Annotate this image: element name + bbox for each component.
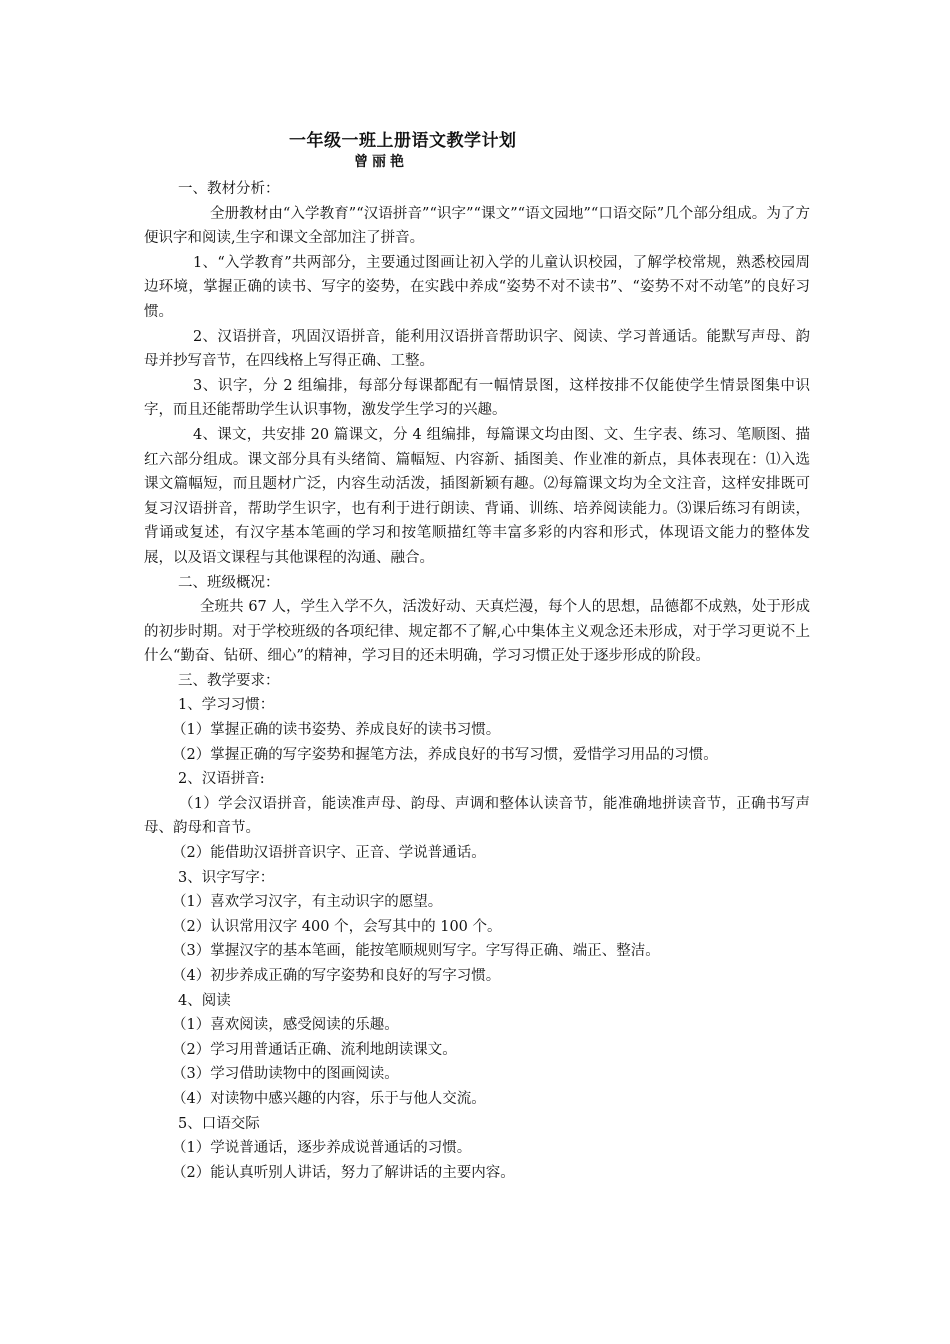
list-item: （2）认识常用汉字 400 个，会写其中的 100 个。 [172,918,502,935]
list-item: （3）掌握汉字的基本笔画，能按笔顺规则写字。字写得正确、端正、整洁。 [172,943,660,960]
list-item: （1）喜欢学习汉字，有主动识字的愿望。 [172,894,443,911]
list-item: （1）学说普通话，逐步养成说普通话的习惯。 [172,1140,472,1157]
subheading-study-habits: 1、学习习惯： [178,697,275,714]
document-body [144,177,810,1185]
list-item: （2）能借助汉语拼音识字、正音、学说普通话。 [172,845,486,862]
list-item: （4）对读物中感兴趣的内容，乐于与他人交流。 [172,1090,486,1107]
document-title: 一年级一班上册语文教学计划 [289,131,517,151]
paragraph-literacy: 3、识字，分 2 组编排，每部分每课都配有一幅情景图，这样按排不仅能使学生情景图集中识字，而且还能帮助学生认识事物，激发学生学习的兴趣。 [144,377,810,419]
list-item: （1）学会汉语拼音，能读准声母、韵母、声调和整体认读音节，能准确地拼读音节，正确书写声母、韵母和音节。 [144,795,810,837]
subheading-reading: 4、阅读 [178,992,231,1009]
subheading-oral-communication: 5、口语交际 [178,1115,260,1132]
paragraph-class-overview: 全班共 67 人，学生入学不久，活泼好动、天真烂漫，每个人的思想，品德都不成熟，处于形成的初步时期。对于学校班级的各项纪律、规定都不了解,心中集体主义观念还未形成，对于学习更说不上什么“勤奋、钻研、细心”的精神，学习目的还未明确，学习习惯正处于逐步形成的阶段。 [144,599,810,665]
list-item: （2）掌握正确的写字姿势和握笔方法，养成良好的书写习惯，爱惜学习用品的习惯。 [172,746,718,763]
paragraph-pinyin: 2、汉语拼音，巩固汉语拼音，能利用汉语拼音帮助识字、阅读、学习普通话。能默写声母、韵母并抄写音节，在四线格上写得正确、工整。 [144,328,810,370]
list-item: （2）能认真听别人讲话，努力了解讲话的主要内容。 [172,1164,515,1181]
list-item: （1）掌握正确的读书姿势、养成良好的读书习惯。 [172,722,501,739]
paragraph-texts: 4、课文，共安排 20 篇课文，分 4 组编排，每篇课文均由图、文、生字表、练习、笔顺图、描红六部分组成。课文部分具有头绪简、篇幅短、内容新、插图美、作业准的新点，具体表现在：⑴入选课文篇幅短，而且题材广泛，内容生动活泼，插图新颖有趣。⑵每篇课文均为全文注音，这样安排既可复习汉语拼音，帮助学生识字，也有利于进行朗读、背诵、训练、培养阅读能力。⑶课后练习有朗读，背诵或复述，有汉字基本笔画的学习和按笔顺描红等丰富多彩的内容和形式，体现语文能力的整体发展，以及语文课程与其他课程的沟通、融合。 [144,426,810,566]
document-author: 曾丽艳 [354,154,408,170]
paragraph-entrance-education: 1、“入学教育”共两部分，主要通过图画让初入学的儿童认识校园，了解学校常规，熟悉校园周边环境，掌握正确的读书、写字的姿势，在实践中养成“姿势不对不读书”、“姿势不对不动笔”的良好习惯。 [144,254,810,320]
list-item: （3）学习借助读物中的图画阅读。 [172,1066,399,1083]
section-heading-textbook-analysis: 一、教材分析： [178,181,280,197]
list-item: （4）初步养成正确的写字姿势和良好的写字习惯。 [172,968,501,984]
paragraph-textbook-overview: 全册教材由“入学教育”“汉语拼音”“识字”“课文”“语文园地”“口语交际”几个部分组成。为了方便识字和阅读,生字和课文全部加注了拼音。 [144,205,810,247]
subheading-pinyin: 2、汉语拼音: [178,771,265,788]
subheading-literacy-writing: 3、识字写字： [178,869,275,886]
list-item: （2）学习用普通话正确、流利地朗读课文。 [172,1041,457,1058]
section-heading-teaching-requirements: 三、教学要求： [178,672,280,689]
section-heading-class-overview: 二、班级概况： [178,574,280,591]
list-item: （1）喜欢阅读，感受阅读的乐趣。 [172,1017,399,1034]
